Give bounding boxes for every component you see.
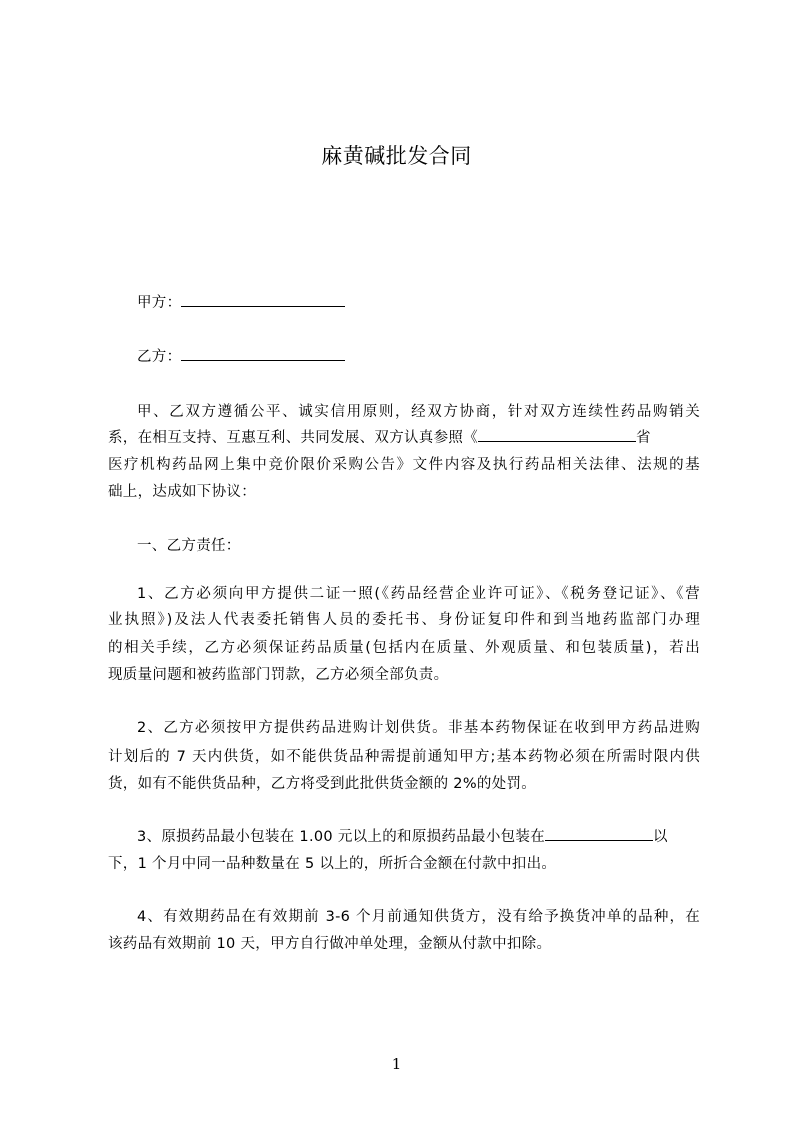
clause3-line-1-text: 3、原损药品最小包装在 1.00 元以上的和原损药品最小包装在 <box>137 829 546 845</box>
clause1-line-1: 1、乙方必须向甲方提供二证一照(《药品经营企业许可证》、《税务登记证》、《营 <box>137 586 700 602</box>
party-a-line <box>137 291 345 312</box>
section-heading: 一、乙方责任： <box>137 538 241 554</box>
party-a-label: 甲方： <box>137 295 182 311</box>
clause3-line-1 <box>137 825 668 846</box>
document-title: 麻黄碱批发合同 <box>321 144 472 168</box>
intro-line-4: 础上，达成如下协议： <box>108 484 256 500</box>
intro-line-1: 甲、乙双方遵循公平、诚实信用原则，经双方协商，针对双方连续性药品购销关 <box>137 404 700 420</box>
clause1-line-2: 业执照》)及法人代表委托销售人员的委托书、身份证复印件和到当地药监部门办理 <box>108 612 700 628</box>
party-b-blank <box>181 347 345 361</box>
clause3-line-1-suffix: 以 <box>653 829 668 845</box>
clause3-line-2: 下，1 个月中同一品种数量在 5 以上的，所折合金额在付款中扣出。 <box>108 856 557 872</box>
clause2-line-1: 2、乙方必须按甲方提供药品进购计划供货。非基本药物保证在收到甲方药品进购 <box>137 720 700 736</box>
party-a-blank <box>181 293 345 307</box>
clause1-line-4: 现质量问题和被药监部门罚款，乙方必须全部负责。 <box>108 667 449 683</box>
province-blank <box>478 428 636 442</box>
page-number: 1 <box>391 1055 402 1073</box>
clause4-line-2: 该药品有效期前 10 天，甲方自行做冲单处理，金额从付款中扣除。 <box>108 936 552 952</box>
intro-line-3: 医疗机构药品网上集中竞价限价采购公告》文件内容及执行药品相关法律、法规的基 <box>108 457 700 473</box>
clause4-line-1: 4、有效期药品在有效期前 3-6 个月前通知供货方，没有给予换货冲单的品种，在 <box>137 909 700 925</box>
amount-blank <box>545 827 653 841</box>
party-b-label: 乙方： <box>137 349 182 365</box>
intro-line-2 <box>108 426 651 447</box>
intro-line-2-text: 系，在相互支持、互惠互利、共同发展、双方认真参照《 <box>108 430 478 446</box>
clause2-line-2: 计划后的 7 天内供货，如不能供货品种需提前通知甲方;基本药物必须在所需时限内供 <box>108 749 700 765</box>
party-b-line <box>137 345 345 366</box>
intro-line-2-suffix: 省 <box>636 430 651 446</box>
clause1-line-3: 的相关手续，乙方必须保证药品质量(包括内在质量、外观质量、和包装质量)，若出 <box>108 640 700 656</box>
clause2-line-3: 货，如有不能供货品种，乙方将受到此批供货金额的 2%的处罚。 <box>108 776 537 792</box>
